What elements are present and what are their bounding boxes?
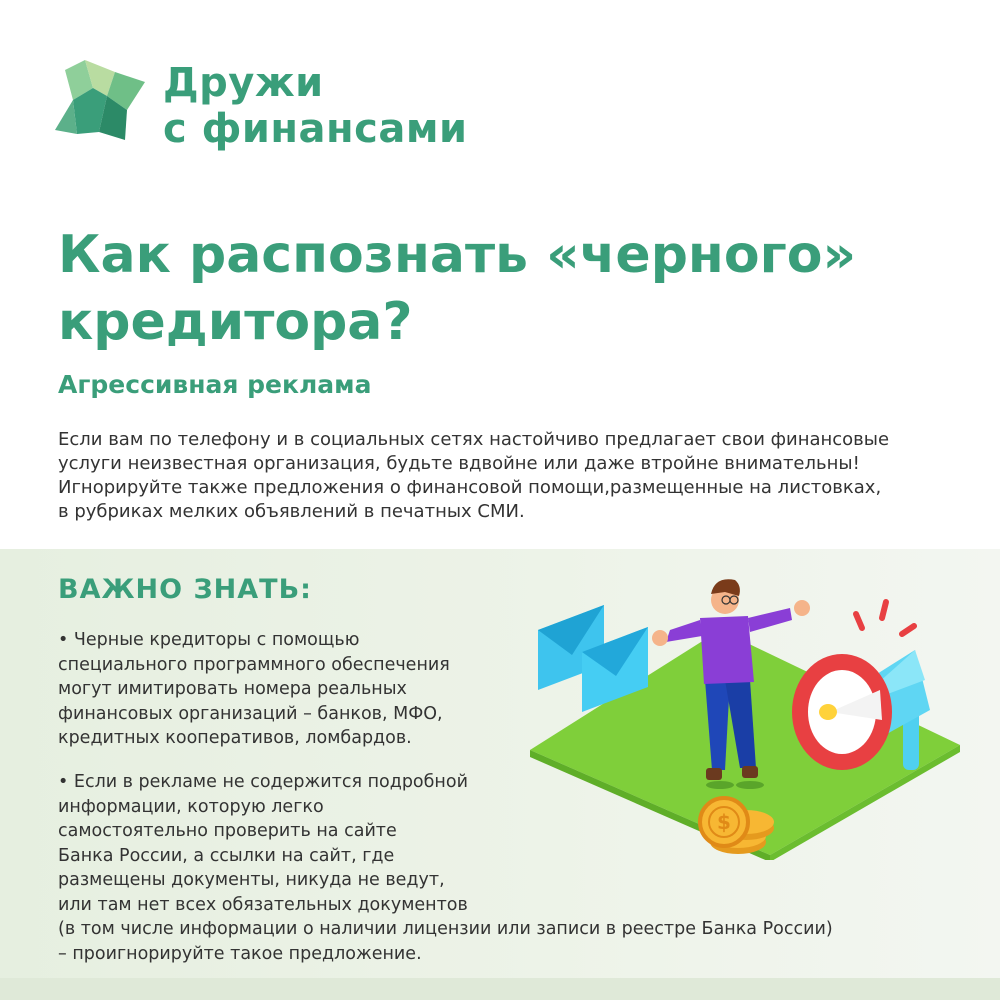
- megaphone-icon: [792, 602, 930, 770]
- bullet-1-line: • Черные кредиторы с помощью: [58, 630, 360, 650]
- bullet-1-line: финансовых организаций – банков, МФО,: [58, 703, 443, 724]
- intro-paragraph: [58, 428, 958, 524]
- bullet-2-line: Банка России, а ссылки на сайт, где: [58, 845, 395, 866]
- brand-line-2: с финансами: [163, 106, 468, 152]
- brand-logo-icon: [55, 60, 145, 140]
- bullet-2-line: самостоятельно проверить на сайте: [58, 821, 397, 841]
- bullet-2-line: (в том числе информации о наличии лицензии или записи в реестре Банка России): [58, 919, 833, 939]
- title-line-2: кредитора?: [58, 292, 413, 352]
- bullet-2-line: информации, которую легко: [58, 796, 324, 817]
- bullet-1-line: кредитных кооперативов, ломбардов.: [58, 728, 412, 748]
- brand-name: [163, 60, 468, 152]
- bullet-2-line: • Если в рекламе не содержится подробной: [58, 772, 468, 792]
- bullet-2-line: – проигнорируйте такое предложение.: [58, 943, 422, 964]
- intro-line: в рубриках мелких объявлений в печатных СМИ.: [58, 501, 525, 522]
- intro-line: Игнорируйте также предложения о финансовой помощи,размещенные на листовках,: [58, 477, 882, 498]
- bullet-2-line: или там нет всех обязательных документов: [58, 894, 468, 915]
- brand-line-1: Дружи: [163, 60, 324, 106]
- title-line-1: Как распознать «черного»: [58, 225, 857, 285]
- bullet-2-line: размещены документы, никуда не ведут,: [58, 870, 445, 890]
- panel-bottom-strip: [0, 978, 1000, 1000]
- svg-text:$: $: [717, 810, 731, 834]
- intro-line: Если вам по телефону и в социальных сетях настойчиво предлагает свои финансовые: [58, 429, 890, 450]
- page-title: [58, 222, 958, 356]
- important-heading: ВАЖНО ЗНАТЬ:: [58, 574, 312, 605]
- section-subtitle: Агрессивная реклама: [58, 370, 372, 399]
- bullet-1-line: специального программного обеспечения: [58, 654, 450, 675]
- intro-line: услуги неизвестная организация, будьте вдвойне или даже втройне внимательны!: [58, 453, 860, 474]
- bullet-1-line: могут имитировать номера реальных: [58, 679, 407, 699]
- advertising-illustration: [520, 570, 990, 860]
